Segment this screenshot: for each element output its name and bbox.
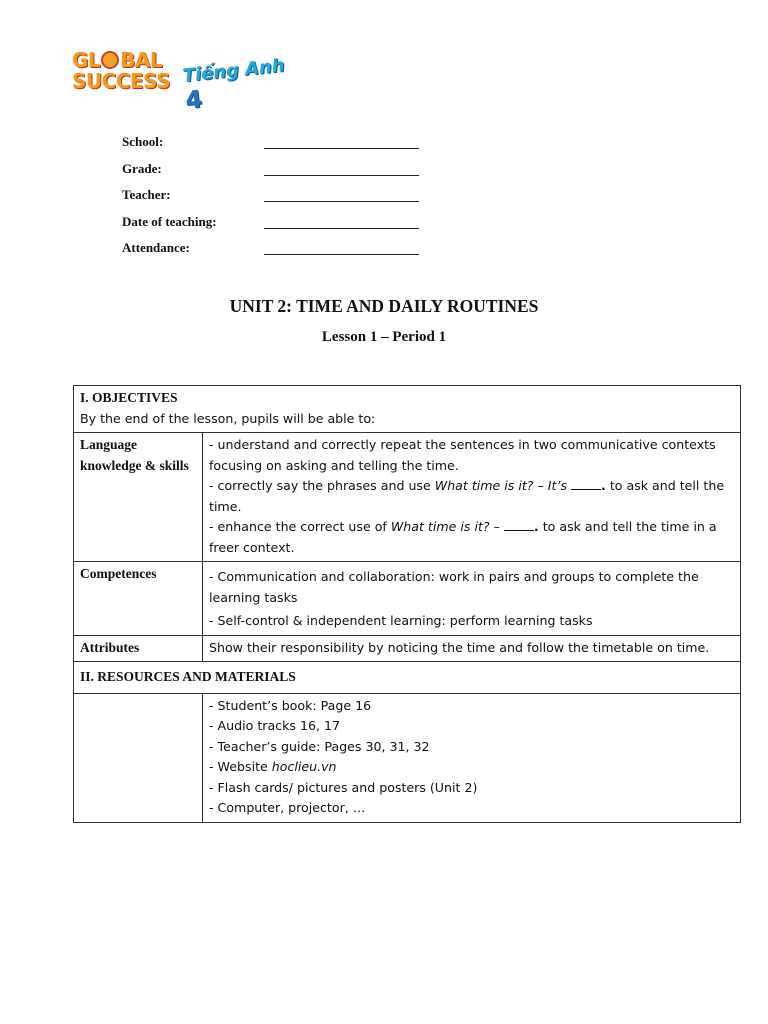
blank-line <box>571 477 601 490</box>
resource-item: - Computer, projector, … <box>209 800 366 815</box>
info-row-attendance <box>122 238 422 265</box>
info-label: Attendance: <box>122 240 190 255</box>
blank-line <box>504 518 534 531</box>
unit-title: UNIT 2: TIME AND DAILY ROUTINES <box>229 296 539 316</box>
info-label: School: <box>122 134 164 149</box>
global-success-logo: GL BAL SUCCESS <box>72 48 171 93</box>
language-line-3: - enhance the correct use of What time is it? – . to ask and tell the time in a freer context. <box>209 519 717 555</box>
tieng-anh-logo: Tiếng Anh 4 <box>181 55 286 115</box>
objectives-heading: I. OBJECTIVES <box>80 390 178 405</box>
language-label: Language knowledge & skills <box>74 433 203 562</box>
info-row-date <box>122 212 422 239</box>
competences-label: Competences <box>74 562 203 636</box>
lesson-plan-table <box>73 385 741 823</box>
ball-icon <box>101 51 119 69</box>
language-row <box>74 433 741 562</box>
objectives-header-row <box>74 386 741 433</box>
fill-in-line <box>264 175 419 176</box>
language-line-2: - correctly say the phrases and use What time is it? – It’s . to ask and tell the time. <box>209 478 725 514</box>
resource-item: - Flash cards/ pictures and posters (Unit 2) <box>209 779 478 795</box>
attributes-label: Attributes <box>74 635 203 662</box>
resource-item: - Student’s book: Page 16 <box>209 697 372 713</box>
fill-in-line <box>264 228 419 229</box>
competences-content <box>203 562 741 636</box>
resources-list <box>203 693 741 822</box>
competences-row <box>74 562 741 636</box>
resources-heading: II. RESOURCES AND MATERIALS <box>74 662 741 694</box>
objectives-intro: By the end of the lesson, pupils will be able to: <box>80 410 376 426</box>
info-label: Grade: <box>122 160 162 176</box>
info-label: Teacher: <box>122 187 171 202</box>
info-row-grade <box>122 159 422 186</box>
fill-in-line <box>264 201 419 202</box>
fill-in-line <box>264 148 419 149</box>
competences-line-1: - Communication and collaboration: work in pairs and groups to complete the learning tasks <box>209 569 699 605</box>
resource-item: - Website hoclieu.vn <box>209 759 337 774</box>
resources-empty-cell <box>74 693 203 822</box>
info-row-school <box>122 132 422 159</box>
lesson-title: Lesson 1 – Period 1 <box>321 329 447 345</box>
website-link: hoclieu.vn <box>271 759 337 774</box>
resources-row <box>74 693 741 822</box>
attributes-row <box>74 635 741 662</box>
resource-item: - Audio tracks 16, 17 <box>209 718 341 733</box>
publisher-logo <box>72 48 292 115</box>
competences-line-2: - Self-control & independent learning: perform learning tasks <box>209 613 593 628</box>
language-line-1: - understand and correctly repeat the sentences in two communicative contexts focusing on asking and telling the time. <box>209 437 716 473</box>
resource-item: - Teacher’s guide: Pages 30, 31, 32 <box>209 738 430 754</box>
info-label: Date of teaching: <box>122 213 217 229</box>
fill-in-line <box>264 254 419 255</box>
resources-header-row <box>74 662 741 694</box>
attributes-content: Show their responsibility by noticing the time and follow the timetable on time. <box>203 635 741 662</box>
info-row-teacher <box>122 185 422 212</box>
teacher-info-block <box>122 132 422 265</box>
objectives-cell <box>74 386 741 433</box>
language-content <box>203 433 741 562</box>
